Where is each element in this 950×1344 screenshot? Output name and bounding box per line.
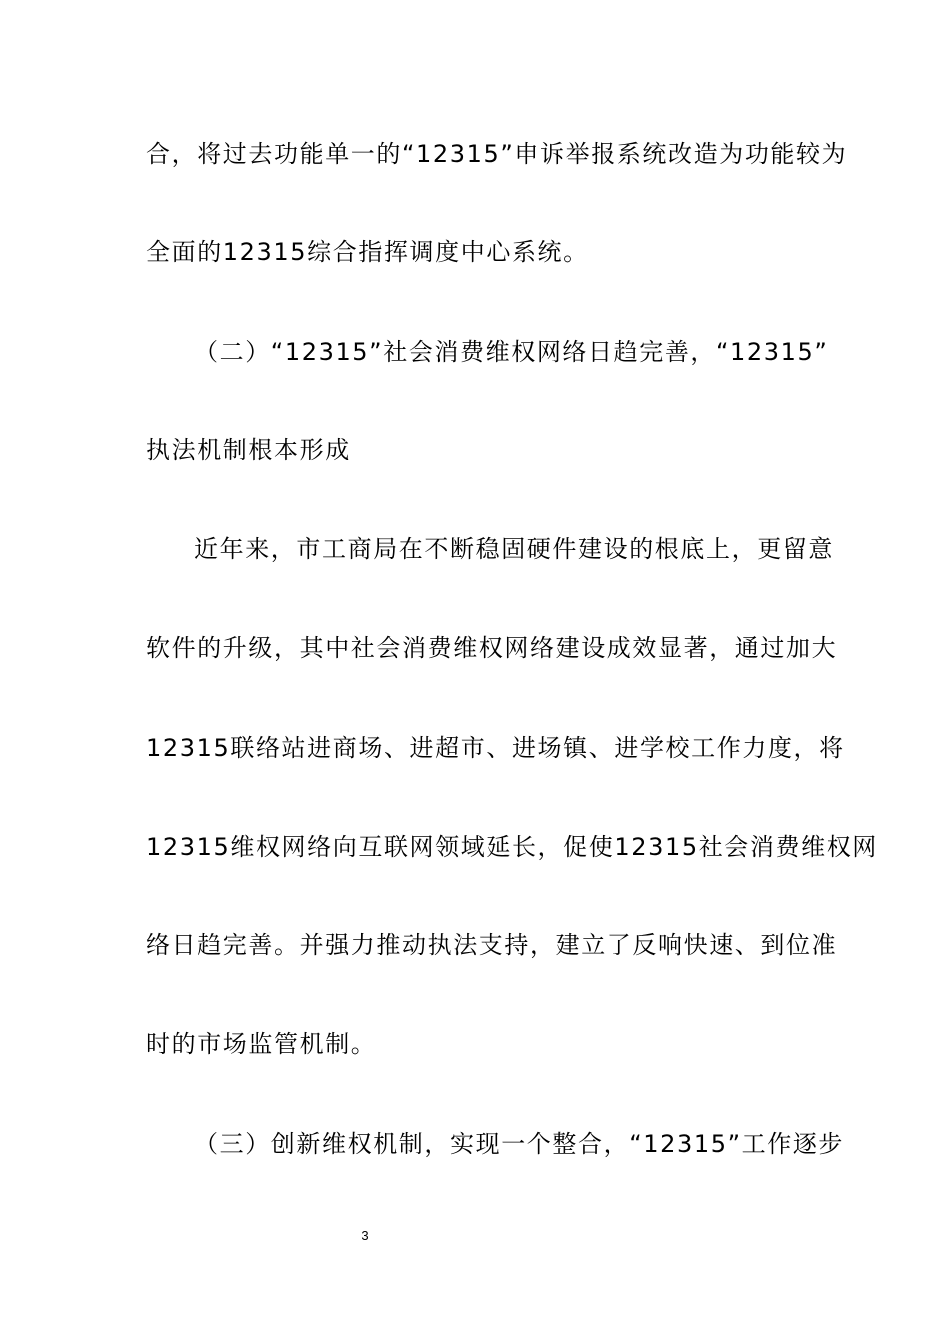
section-heading-2-line-1: （二）“12315”社会消费维权网络日趋完善，“12315”: [194, 338, 829, 366]
text-line-1: 合，将过去功能单一的“12315”申诉举报系统改造为功能较为: [146, 140, 848, 168]
text-line-7: 12315联络站进商场、进超市、进场镇、进学校工作力度，将: [146, 734, 845, 762]
section-heading-2-line-2: 执法机制根本形成: [146, 436, 351, 464]
text-line-5: 近年来，市工商局在不断稳固硬件建设的根底上，更留意: [194, 535, 834, 563]
section-heading-3-line-1: （三）创新维权机制，实现一个整合，“12315”工作逐步: [194, 1130, 845, 1158]
page-number: 3: [361, 1228, 369, 1243]
text-line-9: 络日趋完善。并强力推动执法支持，建立了反响快速、到位准: [146, 931, 838, 959]
text-line-2: 全面的12315综合指挥调度中心系统。: [146, 238, 589, 266]
text-line-8: 12315维权网络向互联网领域延长，促使12315社会消费维权网: [146, 833, 878, 861]
text-line-6: 软件的升级，其中社会消费维权网络建设成效显著，通过加大: [146, 634, 838, 662]
text-line-10: 时的市场监管机制。: [146, 1030, 377, 1058]
